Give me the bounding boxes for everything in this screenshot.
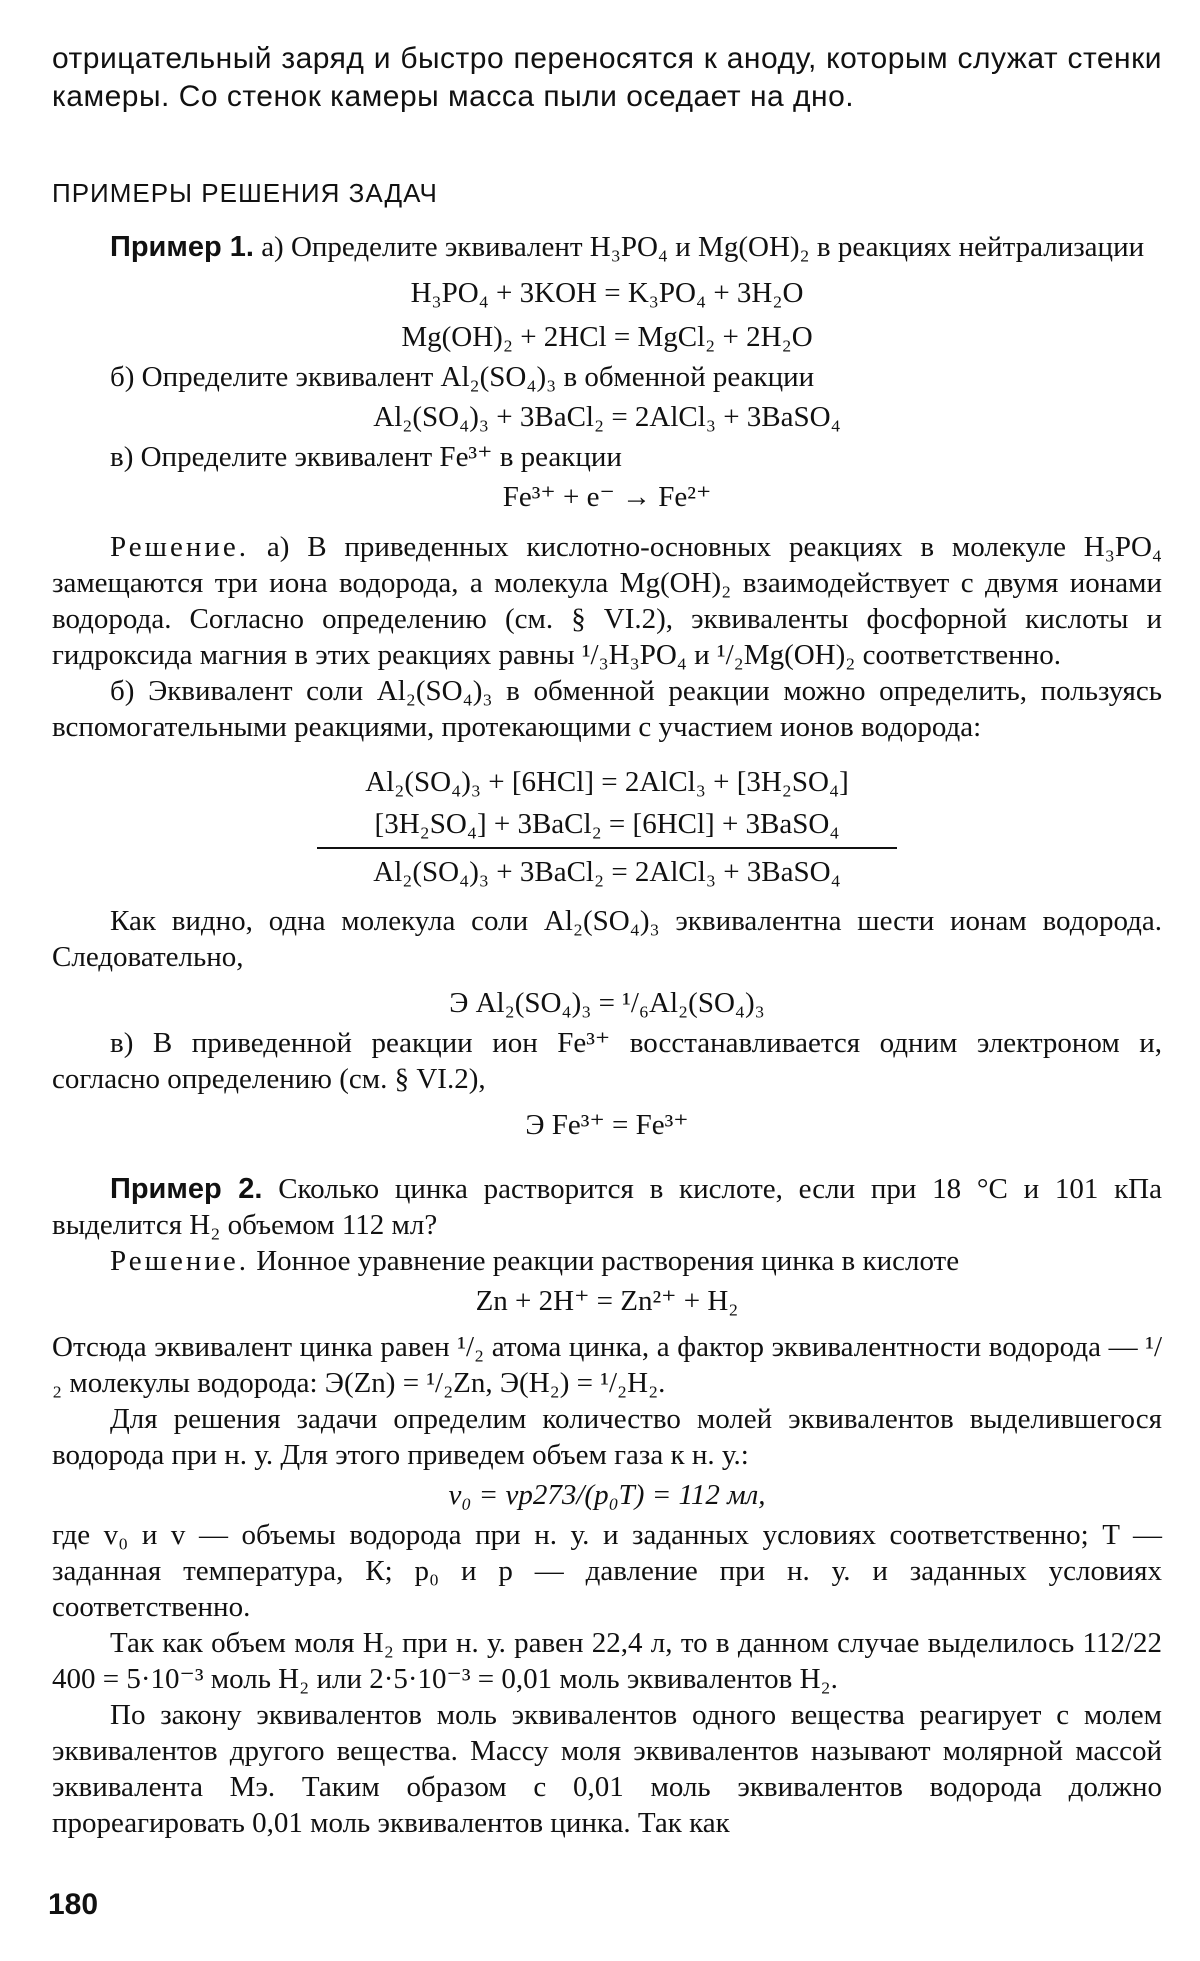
- equation: H₃PO₄ + 3KOH = K₃PO₄ + 3H₂O: [410, 277, 804, 309]
- solution-b-text: б) Эквивалент соли Al₂(SO₄)₃ в обменной реакции можно определить, пользуясь вспомогательными реакциями, протекающими с участием ионов водорода:: [52, 675, 1162, 743]
- equation: v₀ = vp273/(p₀T) = 112 мл,: [448, 1479, 766, 1511]
- section-heading: ПРИМЕРЫ РЕШЕНИЯ ЗАДАЧ: [52, 178, 438, 208]
- example2-solution: [52, 1243, 1162, 1279]
- equation: Al₂(SO₄)₃ + 3BaCl₂ = 2AlCl₃ + 3BaSO₄: [373, 401, 841, 433]
- equation: Э Al₂(SO₄)₃ = ¹/₆Al₂(SO₄)₃: [449, 987, 765, 1019]
- solution-intro: Ионное уравнение реакции растворения цинка в кислоте: [256, 1245, 960, 1277]
- example2-p2: Для решения задачи определим количество молей эквивалентов выделившегося водорода при н. у. Для этого приведем объем газа к н. у.:: [52, 1403, 1162, 1471]
- example2-p4: Так как объем моля H₂ при н. у. равен 22,4 л, то в данном случае выделилось 112/22 400 = 5·10⁻³ моль H₂ или 2·5·10⁻³ = 0,01 моль эквивалентов H₂.: [52, 1627, 1162, 1695]
- sum-line: [317, 847, 897, 849]
- example2-p3: где v₀ и v — объемы водорода при н. у. и заданных условиях соответственно; T — заданная температура, К; p₀ и p — давление при н. у. и заданных условиях соответственно.: [52, 1519, 1162, 1623]
- equation: Al₂(SO₄)₃ + [6HCl] = 2AlCl₃ + [3H₂SO₄]: [365, 766, 849, 798]
- example2-label: Пример 2.: [110, 1173, 263, 1205]
- example2-question: Сколько цинка растворится в кислоте, если при 18 °С и 101 кПа выделится H₂ объемом 112 мл?: [52, 1173, 1162, 1241]
- example1-c-text: в) Определите эквивалент Fe³⁺ в реакции: [110, 441, 622, 473]
- solution-b2-text: Как видно, одна молекула соли Al₂(SO₄)₃ эквивалентна шести ионам водорода. Следовательно,: [52, 905, 1162, 973]
- solution-a: [52, 529, 1162, 673]
- auxiliary-equations: [317, 761, 897, 893]
- page-content: [52, 40, 1162, 1841]
- equation: [3H₂SO₄] + 3BaCl₂ = [6HCl] + 3BaSO₄: [374, 808, 840, 840]
- page-number: 180: [48, 1888, 99, 1921]
- example1-b-text: б) Определите эквивалент Al₂(SO₄)₃ в обменной реакции: [110, 361, 815, 393]
- example2-p1: Отсюда эквивалент цинка равен ¹/₂ атома цинка, а фактор эквивалентности водорода — ¹/₂ молекулы водорода: Э(Zn) = ¹/₂Zn, Э(H₂) = ¹/₂H₂.: [52, 1331, 1162, 1399]
- solution-label: Решение.: [110, 531, 249, 563]
- top-paragraph: отрицательный заряд и быстро переносятся к аноду, которым служат стенки камеры. Со стенок камеры масса пыли оседает на дно.: [52, 42, 1162, 113]
- example1-label: Пример 1.: [110, 231, 254, 263]
- equation: Zn + 2H⁺ = Zn²⁺ + H₂: [475, 1285, 739, 1317]
- equation: Fe³⁺ + e⁻ → Fe²⁺: [502, 481, 712, 513]
- solution-label: Решение.: [110, 1245, 249, 1277]
- example2-p5: По закону эквивалентов моль эквивалентов одного вещества реагирует с молем эквивалентов другого вещества. Массу моля эквивалентов называют молярной массой эквивалента Mэ. Таким образом с 0,01 моль эквивалентов водорода должно прореагировать 0,01 моль эквивалентов цинка. Так как: [52, 1699, 1162, 1839]
- example1-a-text: а) Определите эквивалент H₃PO₄ и Mg(OH)₂ в реакциях нейтрализации: [261, 231, 1145, 263]
- solution-a-text: а) В приведенных кислотно-основных реакциях в молекуле H₃PO₄ замещаются три иона водорода, а молекула Mg(OH)₂ взаимодействует с двумя ионами водорода. Согласно определению (см. § VI.2), эквиваленты фосфорной кислоты и гидроксида магния в этих реакциях равны ¹/₃H₃PO₄ и ¹/₂Mg(OH)₂ соответственно.: [52, 531, 1163, 671]
- equation: Э Fe³⁺ = Fe³⁺: [525, 1109, 689, 1141]
- equation: Mg(OH)₂ + 2HCl = MgCl₂ + 2H₂O: [401, 321, 813, 353]
- equation-sum: Al₂(SO₄)₃ + 3BaCl₂ = 2AlCl₃ + 3BaSO₄: [373, 856, 841, 888]
- solution-c-text: в) В приведенной реакции ион Fe³⁺ восстанавливается одним электроном и, согласно определению (см. § VI.2),: [52, 1027, 1162, 1095]
- example1-a: [52, 229, 1162, 265]
- example2-text: [52, 1171, 1162, 1243]
